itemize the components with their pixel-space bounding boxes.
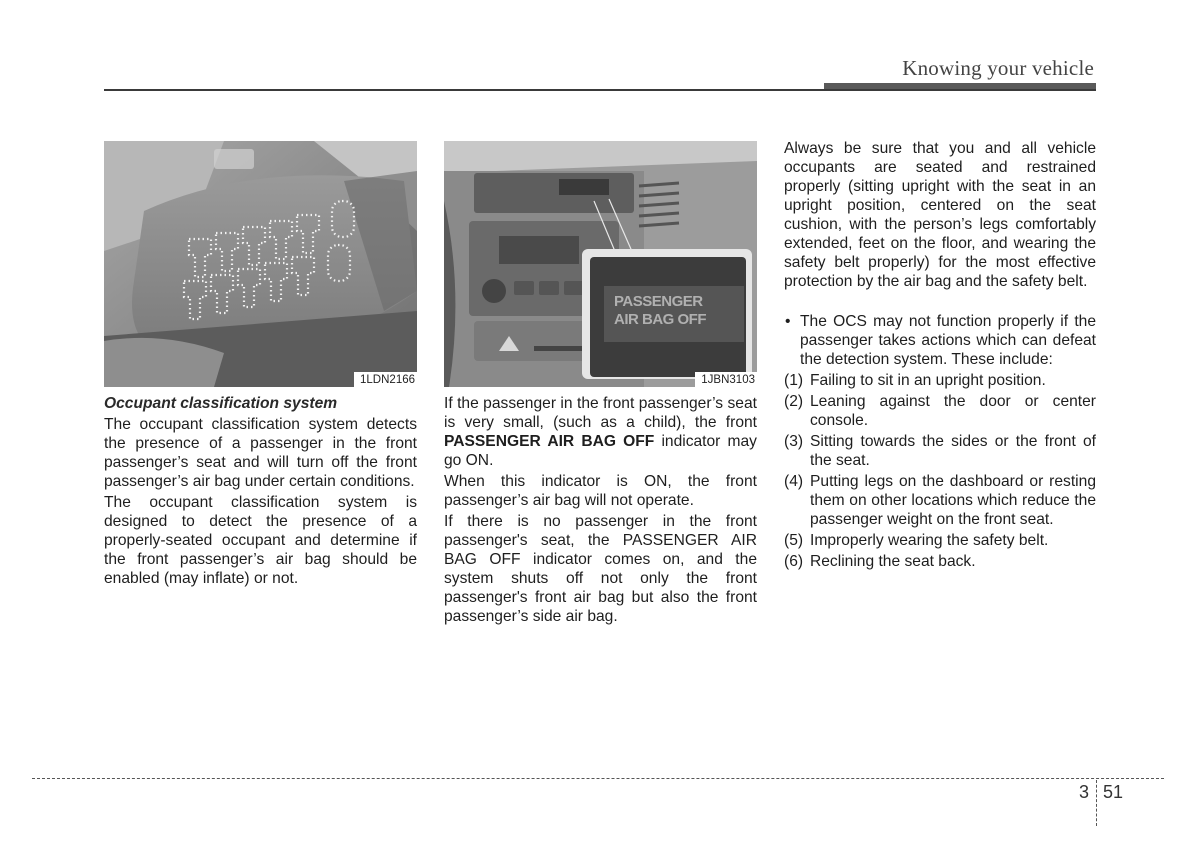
- list-number: (5): [784, 532, 804, 549]
- column-2: [444, 394, 757, 628]
- header-rule: [104, 89, 1096, 91]
- numbered-list: [784, 371, 1096, 571]
- column-3: [784, 139, 1096, 573]
- bullet-marker: •: [785, 313, 791, 330]
- list-text: Putting legs on the dashboard or resting them on other locations which reduce the passenger weight on the front seat.: [810, 473, 1096, 528]
- paragraph: When this indicator is ON, the front passenger’s air bag will not operate.: [444, 473, 757, 509]
- section-caption: Occupant classification system: [104, 395, 338, 412]
- footer-divider: [1096, 780, 1097, 826]
- list-item: [784, 531, 1096, 550]
- paragraph: If there is no passenger in the front passenger's seat, the PASSENGER AIR BAG OFF indicator comes on, and the system shuts off not only the front passenger's front air bag but also the front passenger’s side air bag.: [444, 513, 757, 625]
- paragraph: Always be sure that you and all vehicle occupants are seated and restrained properly (sitting upright with the seat in an upright position, centered on the seat cushion, with the person’s legs comfortably extended, feet on the floor, and wearing the safety belt properly) for the most effective protection by the air bag and the safety belt.: [784, 140, 1096, 290]
- list-text: Sitting towards the sides or the front of the seat.: [810, 433, 1096, 469]
- list-text: Reclining the seat back.: [810, 553, 976, 570]
- indicator-line-1: PASSENGER: [614, 293, 703, 310]
- list-text: Failing to sit in an upright position.: [810, 372, 1046, 389]
- list-item: [784, 392, 1096, 430]
- list-item: [784, 552, 1096, 571]
- list-number: (1): [784, 372, 804, 389]
- seat-illustration: [104, 141, 417, 387]
- text-span: If the passenger in the front passenger’s seat is very small, (such as a child), the front: [444, 395, 757, 431]
- paragraph: The occupant classification system detects the presence of a passenger in the front passenger’s seat and will turn off the front passenger’s air bag under certain conditions.: [104, 416, 417, 490]
- list-item: [784, 371, 1096, 390]
- dashboard-indicator-photo: [444, 141, 757, 387]
- bullet-item: [784, 312, 1096, 369]
- list-number: (3): [784, 433, 804, 450]
- indicator-name: PASSENGER AIR BAG OFF: [444, 433, 655, 450]
- list-text: Improperly wearing the safety belt.: [810, 532, 1049, 549]
- footer-rule: [32, 778, 1164, 779]
- dashboard-illustration: [444, 141, 757, 387]
- paragraph: The occupant classification system is designed to detect the presence of a properly-seated occupant and determine if the front passenger’s air bag should be enabled (may inflate) or not.: [104, 494, 417, 587]
- column-1: [104, 394, 417, 590]
- chapter-number: 3: [1079, 782, 1090, 802]
- seat-sensor-photo: [104, 141, 417, 387]
- photo-code: 1JBN3103: [695, 372, 757, 387]
- section-title: Knowing your vehicle: [902, 56, 1094, 80]
- indicator-line-2: AIR BAG OFF: [614, 311, 706, 328]
- list-text: Leaning against the door or center console.: [810, 393, 1096, 429]
- page-number: 51: [1103, 782, 1124, 802]
- list-item: [784, 432, 1096, 470]
- bullet-text: The OCS may not function properly if the passenger takes actions which can defeat the detection system. These include:: [800, 313, 1096, 368]
- list-number: (2): [784, 393, 804, 410]
- photo-code: 1LDN2166: [354, 372, 417, 387]
- list-number: (4): [784, 473, 804, 490]
- list-item: [784, 472, 1096, 529]
- paragraph: [444, 394, 757, 470]
- list-number: (6): [784, 553, 804, 570]
- text-span: indicator may go ON.: [444, 433, 757, 469]
